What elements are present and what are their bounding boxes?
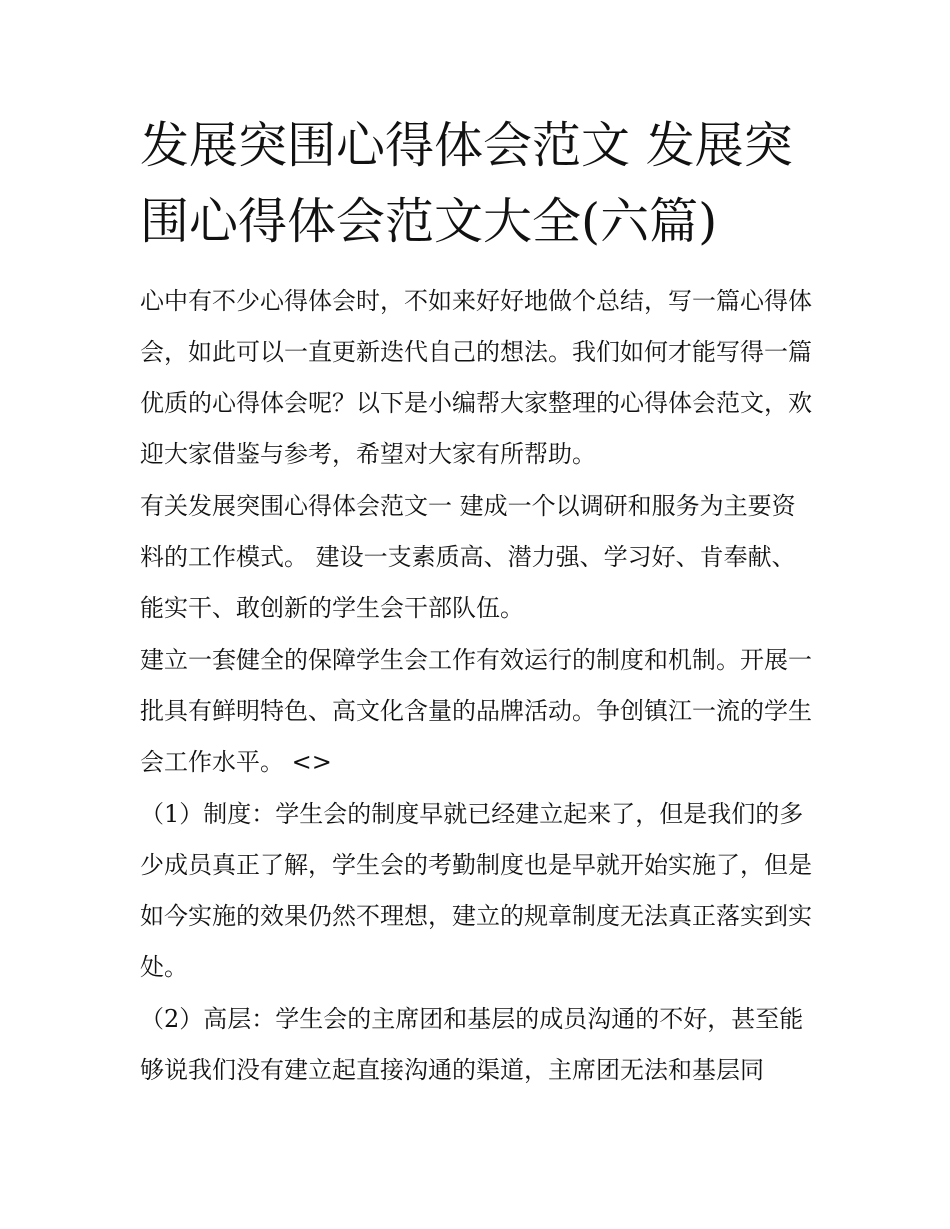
document-title: 发展突围心得体会范文 发展突围心得体会范文大全(六篇): [140, 117, 793, 250]
paragraph-section-one: 有关发展突围心得体会范文一 建成一个以调研和服务为主要资料的工作模式。 建设一支素质高、潜力强、学习好、肯奉献、能实干、敢创新的学生会干部队伍。: [140, 492, 796, 622]
document-body: [140, 276, 815, 1097]
paragraph-intro: 心中有不少心得体会时，不如来好好地做个总结，写一篇心得体会，如此可以一直更新迭代自己的想法。我们如何才能写得一篇优质的心得体会呢？以下是小编帮大家整理的心得体会范文，欢迎大家借鉴与参考，希望对大家有所帮助。: [140, 287, 812, 468]
paragraph-point-1: （1）制度：学生会的制度早就已经建立起来了，但是我们的多少成员真正了解，学生会的考勤制度也是早就开始实施了，但是如今实施的效果仍然不理想，建立的规章制度无法真正落实到实处。: [140, 800, 812, 981]
paragraph-point-2: （2）高层：学生会的主席团和基层的成员沟通的不好，甚至能够说我们没有建立起直接沟通的渠道，主席团无法和基层同: [140, 1005, 804, 1084]
paragraph-mechanism: 建立一套健全的保障学生会工作有效运行的制度和机制。开展一批具有鲜明特色、高文化含量的品牌活动。争创镇江一流的学生会工作水平。 <>: [140, 646, 812, 776]
